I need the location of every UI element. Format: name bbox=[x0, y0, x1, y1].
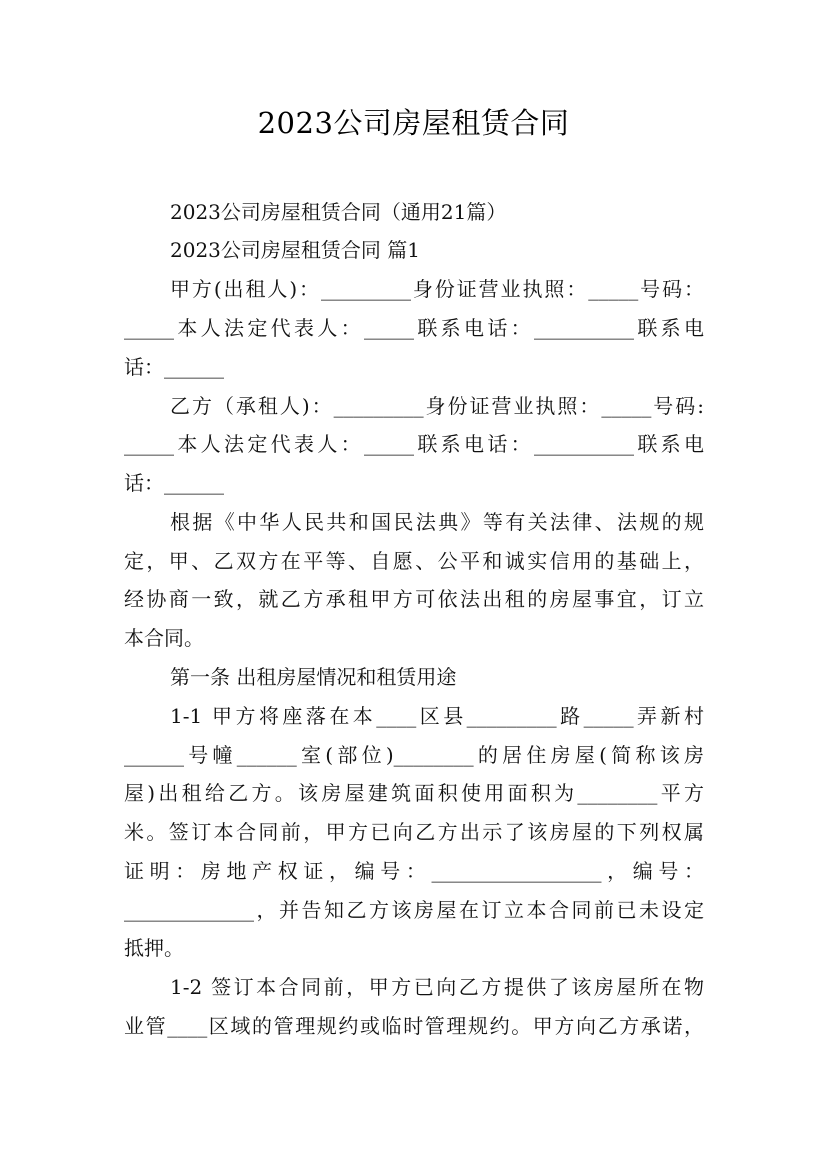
paragraph-line: 米。签订本合同前，甲方已向乙方出示了该房屋的下列权属 bbox=[124, 820, 704, 844]
paragraph-line: 经协商一致，就乙方承租甲方可依法出租的房屋事宜，订立 bbox=[124, 587, 704, 611]
paragraph-line: 2023公司房屋租赁合同 篇1 bbox=[170, 238, 420, 262]
paragraph-line: 乙方（承租人)：_________身份证营业执照：_____号码: bbox=[170, 394, 704, 418]
paragraph-line: 2023公司房屋租赁合同（通用21篇） bbox=[170, 200, 507, 224]
paragraph-line: 话：______ bbox=[124, 471, 224, 495]
paragraph-line: 话：______ bbox=[124, 355, 224, 379]
paragraph-line: 本合同。 bbox=[124, 626, 204, 650]
paragraph-line: 定，甲、乙双方在平等、自愿、公平和诚实信用的基础上， bbox=[124, 549, 704, 573]
paragraph-line: 业管____区域的管理规约或临时管理规约。甲方向乙方承诺， bbox=[124, 1014, 704, 1038]
paragraph-line: _____________，并告知乙方该房屋在订立本合同前已未设定 bbox=[124, 898, 704, 922]
paragraph-line: _____本人法定代表人：_____联系电话：__________联系电 bbox=[124, 432, 704, 456]
section-heading: 第一条 出租房屋情况和租赁用途 bbox=[170, 665, 457, 689]
paragraph-line: _____本人法定代表人：_____联系电话：__________联系电 bbox=[124, 316, 704, 340]
paragraph-line: 甲方(出租人)：_________身份证营业执照：_____号码： bbox=[170, 277, 704, 301]
paragraph-line: 抵押。 bbox=[124, 936, 184, 960]
paragraph-line: ______号幢______室(部位)________的居住房屋(简称该房 bbox=[124, 743, 704, 767]
paragraph-line: 证明：房地产权证，编号：_________________，编号： bbox=[124, 859, 704, 883]
document-title: 2023公司房屋租赁合同 bbox=[257, 106, 570, 140]
paragraph-line: 1-2 签订本合同前，甲方已向乙方提供了该房屋所在物 bbox=[170, 975, 704, 999]
paragraph-line: 1-1 甲方将座落在本____区县_________路_____弄新村 bbox=[170, 704, 704, 728]
paragraph-line: 屋)出租给乙方。该房屋建筑面积使用面积为________平方 bbox=[124, 781, 704, 805]
paragraph-line: 根据《中华人民共和国民法典》等有关法律、法规的规 bbox=[170, 510, 704, 534]
